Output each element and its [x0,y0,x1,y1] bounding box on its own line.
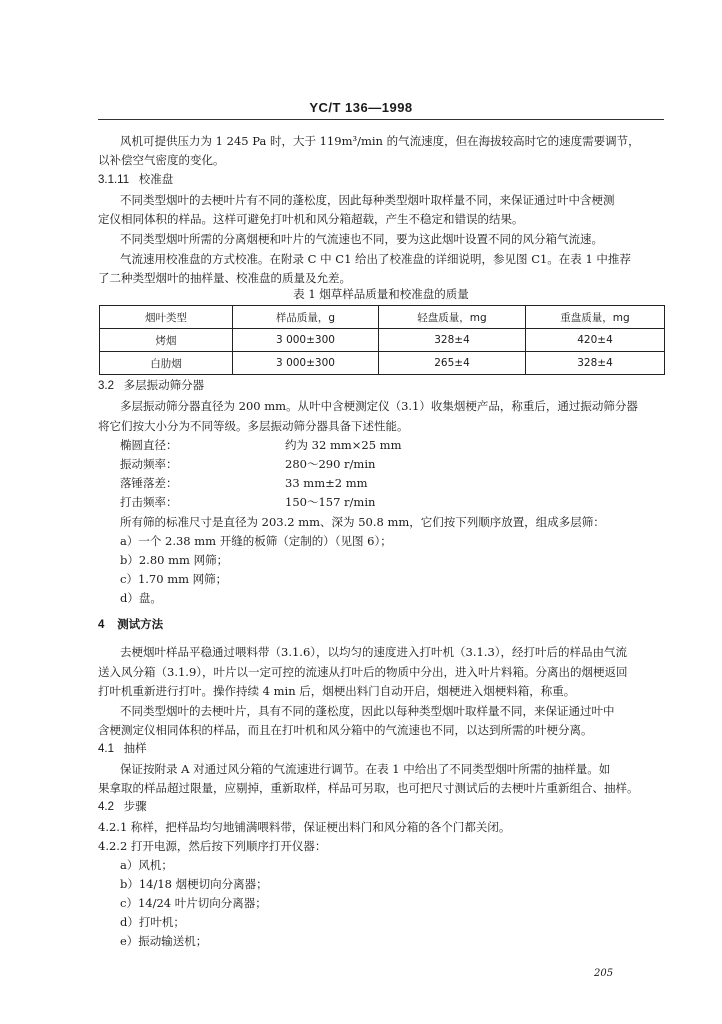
table-header-row [100,306,665,329]
section-heading-3-1-11 [98,172,173,188]
spec-label: 椭圆直径： [120,438,178,452]
section-number: 4.1 [98,743,114,755]
spec-label: 打击频率： [120,495,178,509]
step-line: 4.2.2 打开电源，然后按下列顺序打开仪器： [98,839,327,853]
table-row [100,329,665,352]
paragraph-line: 定仪相同体积的样品。这样可避免打叶机和风分箱超载，产生不稳定和错误的结果。 [98,212,524,226]
table-cell: 白肋烟 [100,352,233,375]
table-header-cell: 烟叶类型 [100,306,233,329]
list-item: e）振动输送机； [120,934,208,948]
spec-value: 280～290 r/min [285,457,376,471]
step-line: 4.2.1 称样，把样品均匀地铺满喂料带，保证梗出料门和风分箱的各个门都关闭。 [98,820,511,834]
spec-label: 落锤落差： [120,476,178,490]
spec-value: 33 mm±2 mm [285,476,368,490]
table-cell: 265±4 [379,352,526,375]
section-heading-3-2 [98,378,204,394]
section-number: 3.1.11 [98,174,130,186]
paragraph-line: 不同类型烟叶所需的分离烟梗和叶片的气流速也不同，要为这此烟叶设置不同的风分箱气流速。 [120,232,603,246]
table-cell: 328±4 [379,329,526,352]
section-title: 校准盘 [138,174,174,186]
paragraph-line: 风机可提供压力为 1 245 Pa 时，大于 119m³/min 的气流速度，但在海拔较高时它的速度需要调节， [120,134,640,148]
list-item: b）14/18 烟梗切向分离器； [120,877,268,891]
paragraph-line: 打叶机重新进行打叶。操作持续 4 min 后，烟梗出料门自动开启，烟梗进入烟梗料箱，称重。 [98,684,576,698]
sample-mass-table [99,305,665,375]
spec-value: 约为 32 mm×25 mm [285,438,402,452]
section-title: 多层振动筛分器 [123,380,205,392]
section-heading-4 [98,617,163,633]
list-item: b）2.80 mm 网筛； [120,553,229,567]
section-number: 4 [98,619,105,631]
paragraph-line: 所有筛的标准尺寸是直径为 203.2 mm、深为 50.8 mm，它们按下列顺序放置，组成多层筛： [120,515,605,529]
spec-value: 150～157 r/min [285,495,376,509]
table-cell: 420±4 [526,329,665,352]
list-item: a）风机； [120,858,173,872]
paragraph-line: 将它们按大小分为不同等级。多层振动筛分器具备下述性能。 [98,419,409,433]
list-item: d）打叶机； [120,915,185,929]
table-header-cell: 轻盘质量，mg [379,306,526,329]
table-cell: 3 000±300 [233,352,379,375]
table-header-cell: 样品质量，g [233,306,379,329]
paragraph-line: 果拿取的样品超过限量，应剔掉，重新取样，样品可另取，也可把尺寸测试后的去梗叶片重新组合、抽样。 [98,781,639,795]
paragraph-line: 含梗测定仪相同体积的样品，而且在打叶机和风分箱中的气流速也不同，以达到所需的叶梗分离。 [98,723,593,737]
page-number: 205 [594,968,614,979]
table-cell: 烤烟 [100,329,233,352]
section-title: 抽样 [123,743,147,755]
table-caption: 表 1 烟草样品质量和校准盘的质量 [293,287,469,301]
section-number: 4.2 [98,801,114,813]
paragraph-line: 保证按附录 A 对通过风分箱的气流速进行调节。在表 1 中给出了不同类型烟叶所需的抽样量。如 [120,762,611,776]
list-item: c）14/24 叶片切向分离器； [120,896,267,910]
paragraph-line: 去梗烟叶样品平稳通过喂料带（3.1.6），以均匀的速度进入打叶机（3.1.3），经打叶后的样品由气流 [120,645,628,659]
paragraph-line: 了二种类型烟叶的抽样量、校准盘的质量及允差。 [98,271,351,285]
list-item: a）一个 2.38 mm 开缝的板筛（定制的）（见图 6）； [120,534,392,548]
list-item: c）1.70 mm 网筛； [120,572,228,586]
standard-header: YC/T 136—1998 [309,100,413,115]
paragraph-line: 不同类型烟叶的去梗叶片有不同的蓬松度，因此每种类型烟叶取样量不同，来保证通过叶中含梗测 [120,193,615,207]
paragraph-line: 以补偿空气密度的变化。 [98,153,225,167]
paragraph-line: 不同类型烟叶的去梗叶片，具有不同的蓬松度，因此以每种类型烟叶取样量不同，来保证通过叶中 [120,704,615,718]
table-cell: 3 000±300 [233,329,379,352]
section-heading-4-2 [98,799,147,815]
paragraph-line: 多层振动筛分器直径为 200 mm。从叶中含梗测定仪（3.1）收集烟梗产品，称重后，通过振动筛分器 [120,399,638,413]
section-heading-4-1 [98,741,147,757]
paragraph-line: 气流速用校准盘的方式校准。在附录 C 中 C1 给出了校准盘的详细说明，参见图 C1。在表 1 中推荐 [120,252,631,266]
paragraph-line: 送入风分箱（3.1.9），叶片以一定可控的流速从打叶后的物质中分出，进入叶片料箱。分离出的烟梗返回 [98,665,628,679]
table-row [100,352,665,375]
spec-label: 振动频率： [120,457,178,471]
header-rule [98,119,664,120]
list-item: d）盘。 [120,591,162,605]
section-title: 步骤 [123,801,147,813]
table-cell: 328±4 [526,352,665,375]
section-title: 测试方法 [117,619,164,631]
section-number: 3.2 [98,380,114,392]
table-header-cell: 重盘质量，mg [526,306,665,329]
